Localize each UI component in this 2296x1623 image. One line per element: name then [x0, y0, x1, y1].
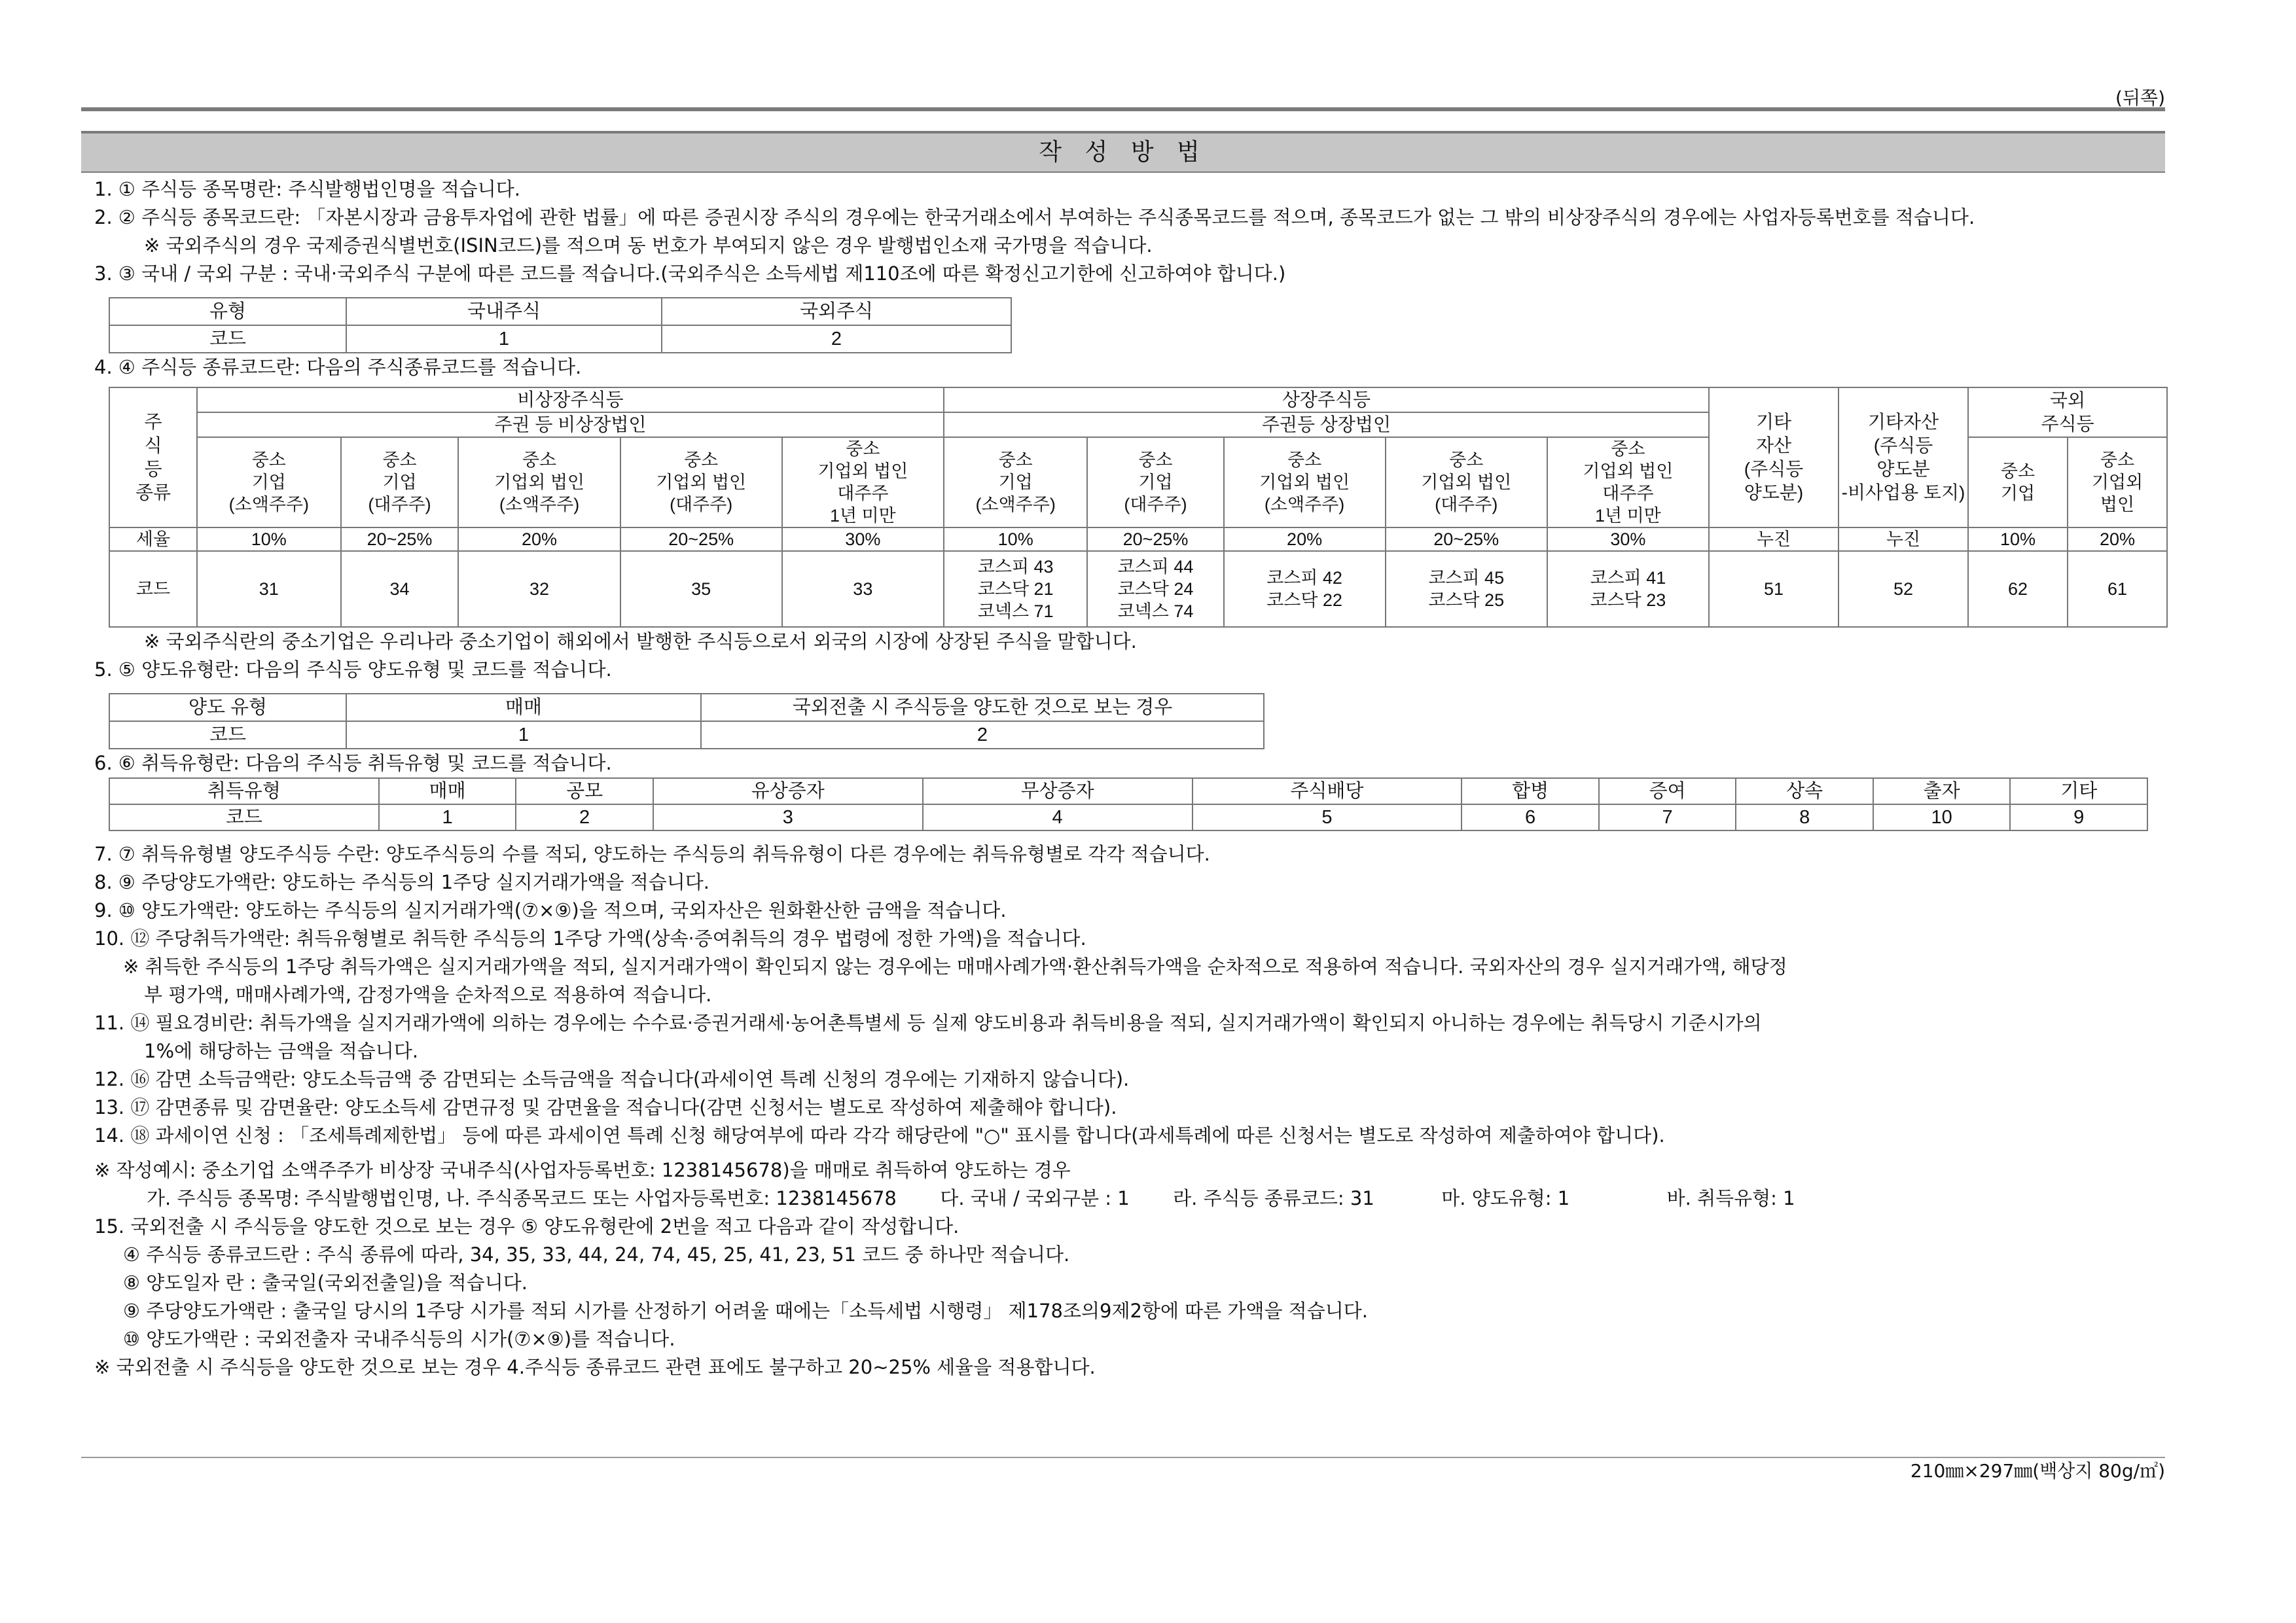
- table-cell: 1: [346, 721, 701, 749]
- code-value: 코넥스 71: [977, 601, 1054, 621]
- domestic-foreign-code-table: [109, 297, 1012, 353]
- table-cell: 2: [662, 325, 1011, 353]
- tax-rate-cell: 10%: [1968, 527, 2068, 551]
- top-divider: [81, 107, 2165, 111]
- example-items: [94, 1185, 2165, 1213]
- final-note: ※ 국외전출 시 주식등을 양도한 것으로 보는 경우 4.주식등 종류코드 관련 표에도 불구하고 20~25% 세율을 적용합니다.: [94, 1356, 1096, 1378]
- code-value: 35: [691, 579, 711, 599]
- example-item: 다. 국내 / 국외구분 : 1: [940, 1187, 1130, 1209]
- code-cell: [2068, 551, 2167, 627]
- table-cell: 1: [379, 804, 516, 830]
- code-cell: [1839, 551, 1968, 627]
- subgroup-unlisted: 주권 등 비상장법인: [197, 412, 944, 437]
- col-header: 중소 기업 (대주주): [341, 437, 459, 527]
- table-header-cell: 국내주식: [346, 298, 662, 325]
- code-cell: [1547, 551, 1709, 627]
- col-header: 중소 기업 (소액주주): [197, 437, 341, 527]
- table-header-cell: 무상증자: [923, 778, 1193, 804]
- code-cell: [1087, 551, 1223, 627]
- code-value: 61: [2107, 579, 2128, 599]
- tax-rate-cell: 20~25%: [341, 527, 459, 551]
- table-cell: 7: [1599, 804, 1736, 830]
- instruction-10-note-cont: 부 평가액, 매매사례가액, 감정가액을 순차적으로 적용하여 적습니다.: [144, 984, 712, 1006]
- example-item: 가. 주식등 종목명: 주식발행법인명, 나. 주식종목코드 또는 사업자등록번호: 1238145678: [147, 1187, 897, 1209]
- bottom-divider: [81, 1457, 2165, 1458]
- code-cell: [197, 551, 341, 627]
- table-cell: 6: [1462, 804, 1599, 830]
- code-value: 34: [389, 579, 410, 599]
- code-cell: [620, 551, 782, 627]
- instruction-15-b: ⑧ 양도일자 란 : 출국일(국외전출일)을 적습니다.: [123, 1272, 528, 1294]
- table-header-cell: 합병: [1462, 778, 1599, 804]
- col-header: 중소 기업 (대주주): [1087, 437, 1223, 527]
- instruction-11-cont: 1%에 해당하는 금액을 적습니다.: [144, 1040, 419, 1062]
- table-cell: 2: [516, 804, 653, 830]
- tax-rate-cell: 10%: [197, 527, 341, 551]
- group-header-foreign: 국외 주식등: [1968, 387, 2167, 437]
- col-header: 중소 기업: [1968, 437, 2068, 527]
- col-header: 중소 기업외 법인 (소액주주): [1224, 437, 1386, 527]
- instruction-15-a: ④ 주식등 종류코드란 : 주식 종류에 따라, 34, 35, 33, 44, 24, 74, 45, 25, 41, 23, 51 코드 중 하나만 적습니다.: [123, 1243, 1070, 1266]
- col-header: 중소 기업외 법인 (대주주): [620, 437, 782, 527]
- code-value: 코스닥 25: [1428, 590, 1505, 610]
- tax-rate-cell: 누진: [1839, 527, 1968, 551]
- table-header-cell: 출자: [1873, 778, 2011, 804]
- group-header-unlisted: 비상장주식등: [197, 387, 944, 412]
- col-header: 중소 기업외 법인 대주주 1년 미만: [1547, 437, 1709, 527]
- col-header: 중소 기업 (소액주주): [944, 437, 1088, 527]
- code-cell: [944, 551, 1088, 627]
- code-cell: [458, 551, 620, 627]
- table-header-cell: 기타: [2010, 778, 2147, 804]
- code-value: 코스닥 24: [1117, 579, 1194, 599]
- instruction-9: 9. ⑩ 양도가액란: 양도하는 주식등의 실지거래가액(⑦×⑨)을 적으며, 국외자산은 원화환산한 금액을 적습니다.: [94, 899, 1007, 921]
- stock-type-code-table: [109, 387, 2168, 628]
- tax-rate-row: [109, 527, 2167, 551]
- code-cell: [1968, 551, 2068, 627]
- code-value: 코스닥 22: [1266, 590, 1342, 610]
- example-heading: ※ 작성예시: 중소기업 소액주주가 비상장 국내주식(사업자등록번호: 1238145678)을 매매로 취득하여 양도하는 경우: [94, 1159, 1071, 1181]
- instruction-12: 12. ⑯ 감면 소득금액란: 양도소득금액 중 감면되는 소득금액을 적습니다(과세이연 특례 신청의 경우에는 기재하지 않습니다).: [94, 1068, 1130, 1090]
- code-cell: [341, 551, 459, 627]
- code-value: 62: [2007, 579, 2028, 599]
- instruction-5: 5. ⑤ 양도유형란: 다음의 주식등 양도유형 및 코드를 적습니다.: [94, 658, 612, 681]
- subgroup-listed: 주권등 상장법인: [944, 412, 1709, 437]
- example-item: 바. 취득유형: 1: [1666, 1187, 1795, 1209]
- code-value: 31: [259, 579, 279, 599]
- instruction-6: 6. ⑥ 취득유형란: 다음의 주식등 취득유형 및 코드를 적습니다.: [94, 752, 612, 774]
- instruction-14: 14. ⑱ 과세이연 신청 : 「조세특례제한법」 등에 따른 과세이연 특례 신청 해당여부에 따라 각각 해당란에 "○" 표시를 합니다(과세특례에 따른 신청서는 별도로 작성하여 제출하여야 합니다).: [94, 1124, 1665, 1147]
- instruction-15: 15. 국외전출 시 주식등을 양도한 것으로 보는 경우 ⑤ 양도유형란에 2번을 적고 다음과 같이 작성합니다.: [94, 1215, 960, 1238]
- tax-rate-cell: 20%: [458, 527, 620, 551]
- example-item: 라. 주식등 종류코드: 31: [1173, 1187, 1374, 1209]
- header-other-asset: 기타 자산 (주식등 양도분): [1709, 387, 1839, 527]
- instructions-body: [94, 175, 2165, 1382]
- table-header-cell: 국외주식: [662, 298, 1011, 325]
- table-cell: 2: [701, 721, 1264, 749]
- transfer-type-code-table: [109, 693, 1265, 749]
- table-cell: 3: [653, 804, 923, 830]
- code-value: 51: [1763, 579, 1784, 599]
- col-header: 중소 기업외 법인 대주주 1년 미만: [782, 437, 944, 527]
- col-header: 중소 기업외 법인: [2068, 437, 2167, 527]
- foreign-note: ※ 국외주식란의 중소기업은 우리나라 중소기업이 해외에서 발행한 주식등으로서 외국의 시장에 상장된 주식을 말합니다.: [144, 630, 1137, 652]
- code-cell: [1224, 551, 1386, 627]
- tax-rate-cell: 20%: [1224, 527, 1386, 551]
- example-item: 마. 양도유형: 1: [1441, 1187, 1570, 1209]
- table-header-cell: 유형: [109, 298, 346, 325]
- header-other-asset-land: 기타자산 (주식등 양도분 -비사업용 토지): [1839, 387, 1968, 527]
- page-title: 작 성 방 법: [81, 131, 2165, 173]
- code-cell: [782, 551, 944, 627]
- form-back-page: [81, 0, 2165, 1623]
- table-cell: 9: [2010, 804, 2147, 830]
- row-label: 코드: [109, 551, 197, 627]
- code-value: 코스피 45: [1428, 568, 1505, 588]
- row-header-stock-type: 주 식 등 종류: [109, 387, 197, 527]
- table-header-cell: 주식배당: [1193, 778, 1462, 804]
- code-cell: [1709, 551, 1839, 627]
- code-value: 32: [529, 579, 550, 599]
- instruction-1: 1. ① 주식등 종목명란: 주식발행법인명을 적습니다.: [94, 178, 521, 200]
- table-header-cell: 매매: [346, 694, 701, 721]
- table-header-cell: 국외전출 시 주식등을 양도한 것으로 보는 경우: [701, 694, 1264, 721]
- col-header: 중소 기업외 법인 (소액주주): [458, 437, 620, 527]
- instruction-4: 4. ④ 주식등 종류코드란: 다음의 주식종류코드를 적습니다.: [94, 356, 582, 378]
- code-value: 52: [1893, 579, 1914, 599]
- tax-rate-cell: 20~25%: [1087, 527, 1223, 551]
- tax-rate-cell: 20~25%: [620, 527, 782, 551]
- instruction-15-d: ⑩ 양도가액란 : 국외전출자 국내주식등의 시가(⑦×⑨)를 적습니다.: [123, 1328, 675, 1350]
- code-value: 코스피 42: [1266, 568, 1342, 588]
- table-header-cell: 공모: [516, 778, 653, 804]
- code-value: 코스닥 23: [1590, 590, 1666, 610]
- table-header-cell: 상속: [1736, 778, 1873, 804]
- code-value: 코넥스 74: [1117, 601, 1194, 621]
- instruction-15-c: ⑨ 주당양도가액란 : 출국일 당시의 1주당 시가를 적되 시가를 산정하기 어려울 때에는「소득세법 시행령」 제178조의9제2항에 따른 가액을 적습니다.: [123, 1300, 1368, 1322]
- tax-rate-cell: 30%: [1547, 527, 1709, 551]
- instruction-7: 7. ⑦ 취득유형별 양도주식등 수란: 양도주식등의 수를 적되, 양도하는 주식등의 취득유형이 다른 경우에는 취득유형별로 각각 적습니다.: [94, 843, 1210, 865]
- instruction-8: 8. ⑨ 주당양도가액란: 양도하는 주식등의 1주당 실지거래가액을 적습니다.: [94, 871, 710, 893]
- table-cell: 코드: [109, 325, 346, 353]
- table-cell: 10: [1873, 804, 2011, 830]
- instruction-10-note: ※ 취득한 주식등의 1주당 취득가액은 실지거래가액을 적되, 실지거래가액이 확인되지 않는 경우에는 매매사례가액·환산취득가액을 순차적으로 적용하여 적습니다. 국외자산의 경우 실지거래가액, 해당정: [123, 955, 1787, 978]
- code-cell: [1386, 551, 1547, 627]
- code-value: 33: [853, 579, 873, 599]
- code-value: 코스피 43: [977, 557, 1054, 577]
- tax-rate-cell: 20%: [2068, 527, 2167, 551]
- back-side-label: (뒤쪽): [2115, 87, 2165, 109]
- tax-rate-cell: 30%: [782, 527, 944, 551]
- table-cell: 5: [1193, 804, 1462, 830]
- paper-spec: 210㎜×297㎜(백상지 80g/㎡): [1910, 1460, 2165, 1482]
- table-cell: 코드: [109, 721, 346, 749]
- tax-rate-cell: 10%: [944, 527, 1088, 551]
- table-header-cell: 취득유형: [109, 778, 379, 804]
- instruction-3: 3. ③ 국내 / 국외 구분 : 국내·국외주식 구분에 따른 코드를 적습니다.(국외주식은 소득세법 제110조에 따른 확정신고기한에 신고하여야 합니다.): [94, 262, 1286, 285]
- table-cell: 1: [346, 325, 662, 353]
- instruction-2: 2. ② 주식등 종목코드란: 「자본시장과 금융투자업에 관한 법률」에 따른 증권시장 주식의 경우에는 한국거래소에서 부여하는 주식종목코드를 적으며, 종목코드가 없는 그 밖의 비상장주식의 경우에는 사업자등록번호를 적습니다.: [94, 206, 1975, 228]
- table-header-cell: 증여: [1599, 778, 1736, 804]
- table-cell: 4: [923, 804, 1193, 830]
- col-header: 중소 기업외 법인 (대주주): [1386, 437, 1547, 527]
- table-cell: 8: [1736, 804, 1873, 830]
- table-cell: 코드: [109, 804, 379, 830]
- code-row: [109, 551, 2167, 627]
- tax-rate-cell: 20~25%: [1386, 527, 1547, 551]
- acquisition-type-code-table: [109, 777, 2148, 831]
- code-value: 코스닥 21: [977, 579, 1054, 599]
- table-header-cell: 양도 유형: [109, 694, 346, 721]
- code-value: 코스피 41: [1590, 568, 1666, 588]
- instruction-13: 13. ⑰ 감면종류 및 감면율란: 양도소득세 감면규정 및 감면율을 적습니다(감면 신청서는 별도로 작성하여 제출해야 합니다).: [94, 1096, 1117, 1118]
- group-header-listed: 상장주식등: [944, 387, 1709, 412]
- row-label: 세율: [109, 527, 197, 551]
- code-value: 코스피 44: [1117, 557, 1194, 577]
- tax-rate-cell: 누진: [1709, 527, 1839, 551]
- table-header-cell: 유상증자: [653, 778, 923, 804]
- instruction-11: 11. ⑭ 필요경비란: 취득가액을 실지거래가액에 의하는 경우에는 수수료·증권거래세·농어촌특별세 등 실제 양도비용과 취득비용을 적되, 실지거래가액이 확인되지 아니하는 경우에는 취득당시 기준시가의: [94, 1012, 1762, 1034]
- instruction-10: 10. ⑫ 주당취득가액란: 취득유형별로 취득한 주식등의 1주당 가액(상속·증여취득의 경우 법령에 정한 가액)을 적습니다.: [94, 927, 1086, 950]
- table-header-cell: 매매: [379, 778, 516, 804]
- instruction-2-note: ※ 국외주식의 경우 국제증권식별번호(ISIN코드)를 적으며 동 번호가 부여되지 않은 경우 발행법인소재 국가명을 적습니다.: [144, 234, 1153, 257]
